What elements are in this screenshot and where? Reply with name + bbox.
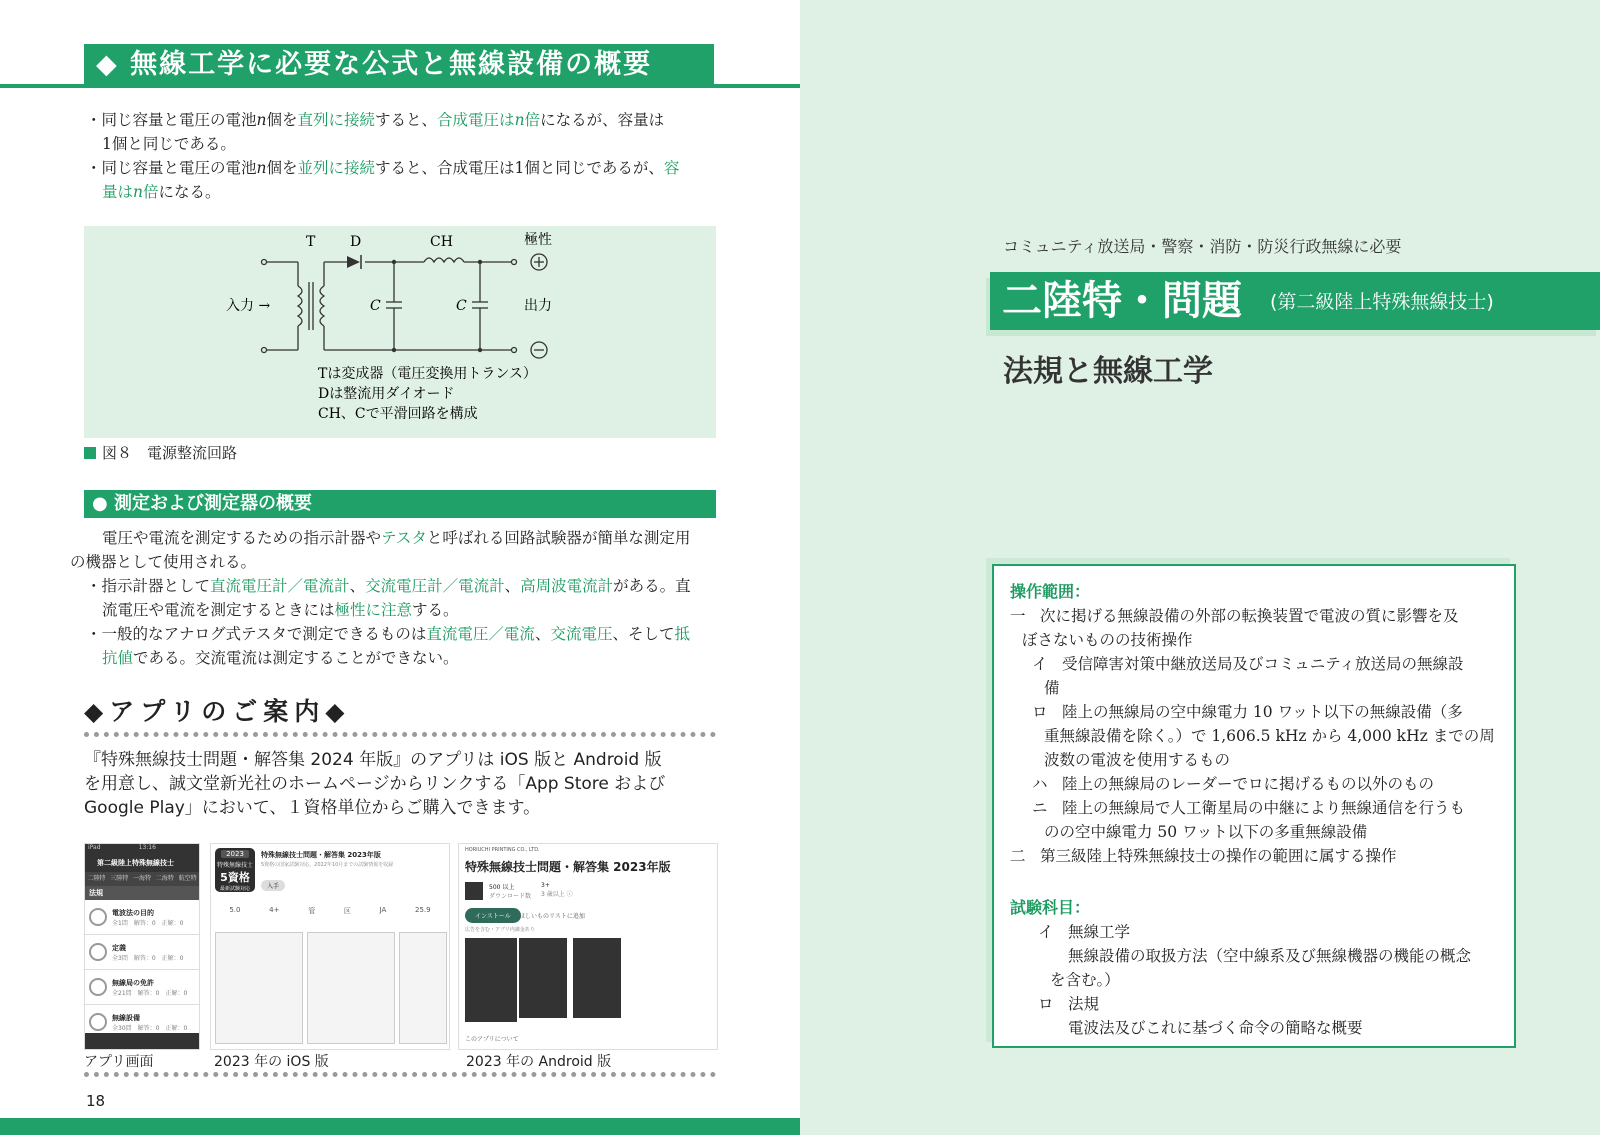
android-store-image: HORIUCHI PRINTING CO., LTD. 特殊無線技士問題・解答集 2023年版 500 以上 ダウンロード数 3+ 3 歳以上 ⓘ インストール ほしいものリストに追加 広告を含む・アプリ内課金あり このアプリについて — [458, 843, 718, 1050]
label-output: 出力 — [524, 298, 552, 314]
app-screen-image: iPad 13:16 第二級陸上特殊無線技士 二陸特 三陸特 一海特 二海特 航空特 法規 電波法の目的 全1問 解答：0 正解：0 定義 全3問 解答：0 正解：0 無線局の免許 全21問 解答：0 正解：0 無線設備 全30問 解答：0 正解：0 — [84, 843, 200, 1050]
app-tabs: 二陸特 三陸特 一海特 二海特 航空特 — [85, 872, 199, 886]
section-title: ◆ 無線工学に必要な公式と無線設備の概要 — [84, 44, 714, 86]
exam-list — [1010, 920, 1506, 1040]
circuit-note-1: Tは変成器（電圧変換用トランス） — [318, 366, 537, 382]
figure-caption: 図８ 電源整流回路 — [84, 442, 237, 463]
exam-item-text: 無線設備の取扱方法（空中線系及び無線機器の機能の概念 — [1068, 947, 1472, 965]
exam-item-text: 法規 — [1068, 995, 1100, 1013]
label-T: T — [306, 234, 316, 250]
scope-item-marker: ハ — [1032, 775, 1048, 793]
scope-item-text: 波数の電波を使用するもの — [1044, 751, 1231, 769]
main-title-sub: (第二級陸上特殊無線技士) — [1270, 291, 1494, 313]
app-guide-text: 『特殊無線技士問題・解答集 2024 年版』のアプリは iOS 版と Android 版 を用意し、誠文堂新光社のホームページからリンクする「App Store および Google Play」において、１資格単位からご購入できます。 — [84, 750, 666, 818]
exam-item-text: 電波法及びこれに基づく命令の簡略な概要 — [1068, 1019, 1363, 1037]
meas-paragraph: 電圧や電流を測定するための指示計器やテスタと呼ばれる回路試験器が簡単な測定用 の機器として使用される。 — [70, 529, 691, 571]
label-C2: C — [456, 298, 467, 314]
bullet-series: ・同じ容量と電圧の電池n個を直列に接続すると、合成電圧はn倍になるが、容量は 1個と同じである。 — [86, 111, 665, 153]
label-polarity: 極性 — [524, 232, 552, 248]
label-D: D — [350, 234, 362, 250]
scope-item-text: 第三級陸上特殊無線技士の操作の範囲に属する操作 — [1040, 847, 1397, 865]
meas-bullet-2: ・一般的なアナログ式テスタで測定できるものは直流電圧／電流、交流電圧、そして抵 抗値である。交流電流は測定することができない。 — [86, 625, 690, 667]
android-label: 2023 年の Android 版 — [466, 1054, 612, 1070]
meas-bullet-1: ・指示計器として直流電圧計／電流計、交流電圧計／電流計、高周波電流計がある。直 流電圧や電流を測定するときには極性に注意する。 — [86, 577, 691, 619]
measurement-subheader: ● 測定および測定器の概要 — [84, 490, 716, 518]
scope-item-text: 陸上の無線局のレーダーでロに掲げるもの以外のもの — [1062, 775, 1435, 793]
scope-item-marker: 二 — [1010, 847, 1026, 865]
label-C1: C — [370, 298, 381, 314]
exam-item — [1010, 992, 1506, 1040]
bottom-accent-bar — [0, 1118, 800, 1135]
scope-item-text: 備 — [1044, 679, 1060, 697]
exam-item-text: 無線工学 — [1068, 923, 1131, 941]
scope-item-text: 陸上の無線局で人工衛星局の中継により無線通信を行うも — [1062, 799, 1466, 817]
scope-item-marker: イ — [1032, 655, 1048, 673]
label-input: 入力 → — [226, 298, 271, 314]
app-guide-title: ◆アプリのご案内◆ — [84, 697, 351, 726]
exam-item — [1010, 920, 1506, 992]
scope-item-text: 重無線設備を除く。）で 1,606.5 kHz から 4,000 kHz までの周 — [1044, 727, 1495, 745]
scope-item — [1010, 604, 1506, 652]
scope-item-text: 受信障害対策中継放送局及びコミュニティ放送局の無線設 — [1062, 655, 1464, 673]
label-CH: CH — [430, 234, 453, 250]
scope-section — [1010, 580, 1506, 868]
exam-item-text: を含む。） — [1050, 971, 1120, 989]
battery-bullets — [86, 108, 716, 204]
scope-item-text: 陸上の無線局の空中線電力 10 ワット以下の無線設備（多 — [1062, 703, 1463, 721]
circuit-note-2: Dは整流用ダイオード — [318, 386, 455, 402]
circuit-note-3: CH、Cで平滑回路を構成 — [318, 406, 478, 422]
caption-square-icon — [84, 447, 96, 459]
dotted-divider-top — [84, 732, 716, 737]
scope-item-marker: 一 — [1010, 607, 1026, 625]
bullet-parallel: ・同じ容量と電圧の電池n個を並列に接続すると、合成電圧は1個と同じであるが、容 量はn倍になる。 — [86, 159, 680, 201]
rectifier-circuit-figure — [84, 226, 716, 438]
scope-item — [1010, 652, 1506, 700]
scope-item-text: ぼさないものの技術操作 — [1022, 631, 1193, 649]
scope-item-marker: ロ — [1032, 703, 1048, 721]
scope-item-text: のの空中線電力 50 ワット以下の多重無線設備 — [1044, 823, 1368, 841]
page-number: 18 — [86, 1092, 106, 1110]
scope-item-text: 次に掲げる無線設備の外部の転換装置で電波の質に影響を及 — [1040, 607, 1459, 625]
subtitle: 法規と無線工学 — [1003, 354, 1213, 389]
scope-list — [1010, 604, 1506, 868]
ios-label: 2023 年の iOS 版 — [214, 1054, 329, 1070]
scope-item — [1010, 772, 1506, 796]
main-title: 二陸特・問題 — [1002, 278, 1242, 324]
scope-item — [1010, 844, 1506, 868]
ios-store-image: 2023 特殊無線技士 5資格 最新試験対応 特殊無線技士問題・解答集 2023年版 5資格の国家試験対応。2022年10月までの試験情報を収録 入手 5.0 4+ 管 区 JA 25.9 — [210, 843, 450, 1050]
exam-item-marker: イ — [1038, 923, 1054, 941]
exam-item-marker: ロ — [1038, 995, 1054, 1013]
scope-heading: 操作範囲： — [1010, 582, 1091, 601]
measurement-text — [70, 526, 716, 670]
exam-section — [1010, 896, 1506, 1040]
scope-item — [1010, 700, 1506, 772]
scope-item — [1010, 796, 1506, 844]
app-screen-label: アプリ画面 — [84, 1054, 154, 1070]
rectifier-circuit-diagram — [84, 226, 716, 438]
dotted-divider-bottom — [84, 1072, 716, 1077]
lead-text: コミュニティ放送局・警察・消防・防災行政無線に必要 — [1003, 237, 1402, 256]
exam-heading: 試験科目： — [1010, 898, 1091, 917]
scope-item-marker: ニ — [1032, 799, 1048, 817]
